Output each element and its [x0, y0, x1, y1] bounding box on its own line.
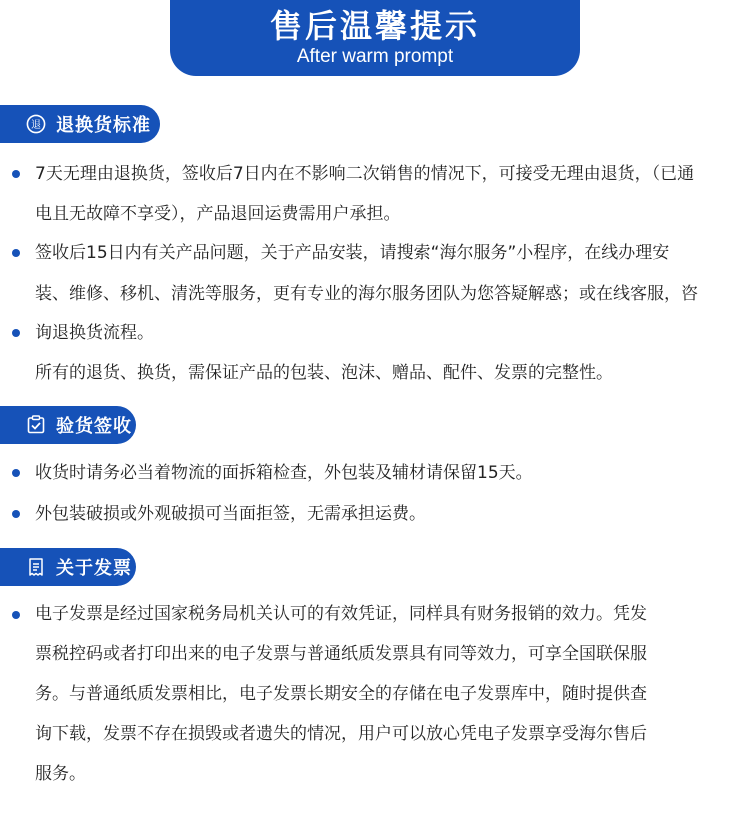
body-text-line: 服务。	[35, 764, 86, 784]
body-text-line: 装、维修、移机、清洗等服务，更有专业的海尔服务团队为您答疑解惑；或在线客服，咨	[35, 284, 698, 304]
page-title: 售后温馨提示	[269, 7, 480, 45]
section-tab-inspection	[0, 406, 136, 444]
return-badge-glyph: 退	[31, 120, 41, 131]
return-badge-icon	[26, 114, 46, 134]
body-text-line: 外包装破损或外观破损可当面拒签，无需承担运费。	[35, 504, 426, 524]
body-text-line: 务。与普通纸质发票相比，电子发票长期安全的存储在电子发票库中，随时提供查	[35, 684, 647, 704]
section-title: 验货签收	[56, 416, 132, 437]
bullet-dot	[12, 170, 20, 178]
body-text-line: 7天无理由退换货，签收后7日内在不影响二次销售的情况下，可接受无理由退货，（已通	[35, 164, 695, 184]
bullet-dot	[12, 510, 20, 518]
header-banner	[170, 0, 580, 76]
body-text-line: 签收后15日内有关产品问题，关于产品安装，请搜索“海尔服务”小程序，在线办理安	[35, 243, 670, 263]
body-text-line: 票税控码或者打印出来的电子发票与普通纸质发票具有同等效力，可享全国联保服	[35, 644, 647, 664]
bullet-dot	[12, 329, 20, 337]
body-text-line: 所有的退货、换货，需保证产品的包装、泡沫、赠品、配件、发票的完整性。	[35, 363, 613, 383]
receipt-icon	[26, 557, 46, 577]
bullet-dot	[12, 611, 20, 619]
bullet-dot	[12, 249, 20, 257]
bullet-dot	[12, 469, 20, 477]
section-tab-invoice	[0, 548, 136, 586]
body-text-line: 电且无故障不享受），产品退回运费需用户承担。	[35, 204, 401, 224]
body-text-line: 收货时请务必当着物流的面拆箱检查，外包装及辅材请保留15天。	[35, 463, 533, 483]
body-text-line: 询下载，发票不存在损毁或者遗失的情况，用户可以放心凭电子发票享受海尔售后	[35, 724, 647, 744]
body-text-line: 询退换货流程。	[35, 323, 154, 343]
section-title: 退换货标准	[56, 115, 151, 136]
section-tab-return-policy	[0, 105, 160, 143]
page-subtitle: After warm prompt	[296, 46, 454, 67]
checkbox-clipboard-icon	[26, 415, 46, 435]
body-text-line: 电子发票是经过国家税务局机关认可的有效凭证，同样具有财务报销的效力。凭发	[35, 604, 647, 624]
section-title: 关于发票	[56, 558, 132, 579]
